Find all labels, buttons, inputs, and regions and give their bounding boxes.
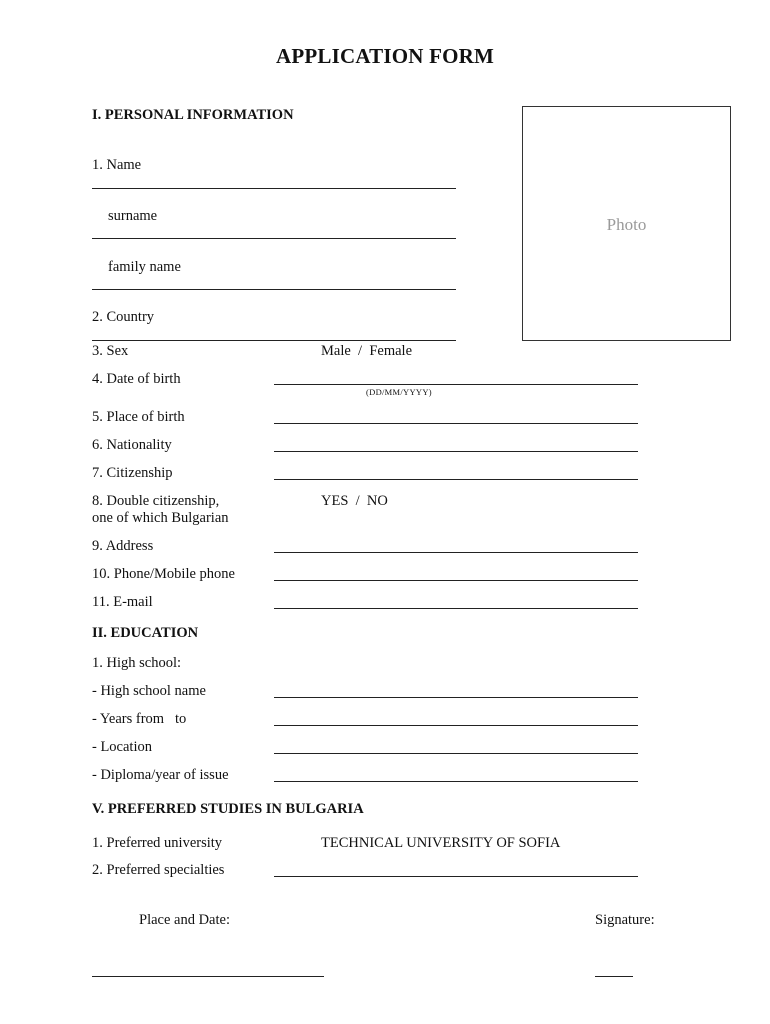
family-name-label: family name (108, 259, 181, 275)
phone-field[interactable] (274, 580, 638, 581)
dob-label: 4. Date of birth (92, 371, 181, 387)
phone-label: 10. Phone/Mobile phone (92, 566, 235, 582)
diploma-field[interactable] (274, 781, 638, 782)
country-field[interactable] (92, 340, 456, 341)
surname-field[interactable] (92, 238, 456, 239)
address-label: 9. Address (92, 538, 154, 554)
signature-label: Signature: (595, 912, 655, 928)
years-label: - Years from to (92, 711, 187, 727)
dob-field[interactable] (274, 384, 638, 385)
photo-box[interactable] (522, 106, 731, 341)
high-school-label: 1. High school: (92, 655, 182, 671)
location-field[interactable] (274, 753, 638, 754)
diploma-label: - Diploma/year of issue (92, 767, 229, 783)
sex-options[interactable]: Male / Female (321, 343, 413, 359)
citizenship-field[interactable] (274, 479, 638, 480)
location-label: - Location (92, 739, 152, 755)
name-field[interactable] (92, 188, 456, 189)
double-citizenship-label-line2: one of which Bulgarian (92, 510, 229, 526)
double-citizenship-options[interactable]: YES / NO (321, 493, 388, 509)
signature-field[interactable] (595, 976, 633, 977)
nationality-field[interactable] (274, 451, 638, 452)
birthplace-field[interactable] (274, 423, 638, 424)
university-value: TECHNICAL UNIVERSITY OF SOFIA (321, 835, 561, 851)
birthplace-label: 5. Place of birth (92, 409, 185, 425)
place-date-label: Place and Date: (139, 912, 230, 928)
personal-heading: I. PERSONAL INFORMATION (92, 107, 294, 123)
specialties-field[interactable] (274, 876, 638, 877)
citizenship-label: 7. Citizenship (92, 465, 173, 481)
surname-label: surname (108, 208, 158, 224)
high-school-name-field[interactable] (274, 697, 638, 698)
country-label: 2. Country (92, 309, 155, 325)
double-citizenship-label: 8. Double citizenship, (92, 493, 220, 509)
studies-heading: V. PREFERRED STUDIES IN BULGARIA (92, 801, 364, 817)
name-label: 1. Name (92, 157, 142, 173)
nationality-label: 6. Nationality (92, 437, 172, 453)
high-school-name-label: - High school name (92, 683, 206, 699)
email-label: 11. E-mail (92, 594, 153, 610)
form-title: APPLICATION FORM (275, 44, 495, 68)
years-field[interactable] (274, 725, 638, 726)
sex-label: 3. Sex (92, 343, 129, 359)
education-heading: II. EDUCATION (92, 625, 199, 641)
place-date-field[interactable] (92, 976, 324, 977)
university-label: 1. Preferred university (92, 835, 223, 851)
family-name-field[interactable] (92, 289, 456, 290)
email-field[interactable] (274, 608, 638, 609)
photo-label: Photo (606, 215, 647, 234)
address-field[interactable] (274, 552, 638, 553)
specialties-label: 2. Preferred specialties (92, 862, 225, 878)
dob-hint: (DD/MM/YYYY) (366, 387, 432, 397)
